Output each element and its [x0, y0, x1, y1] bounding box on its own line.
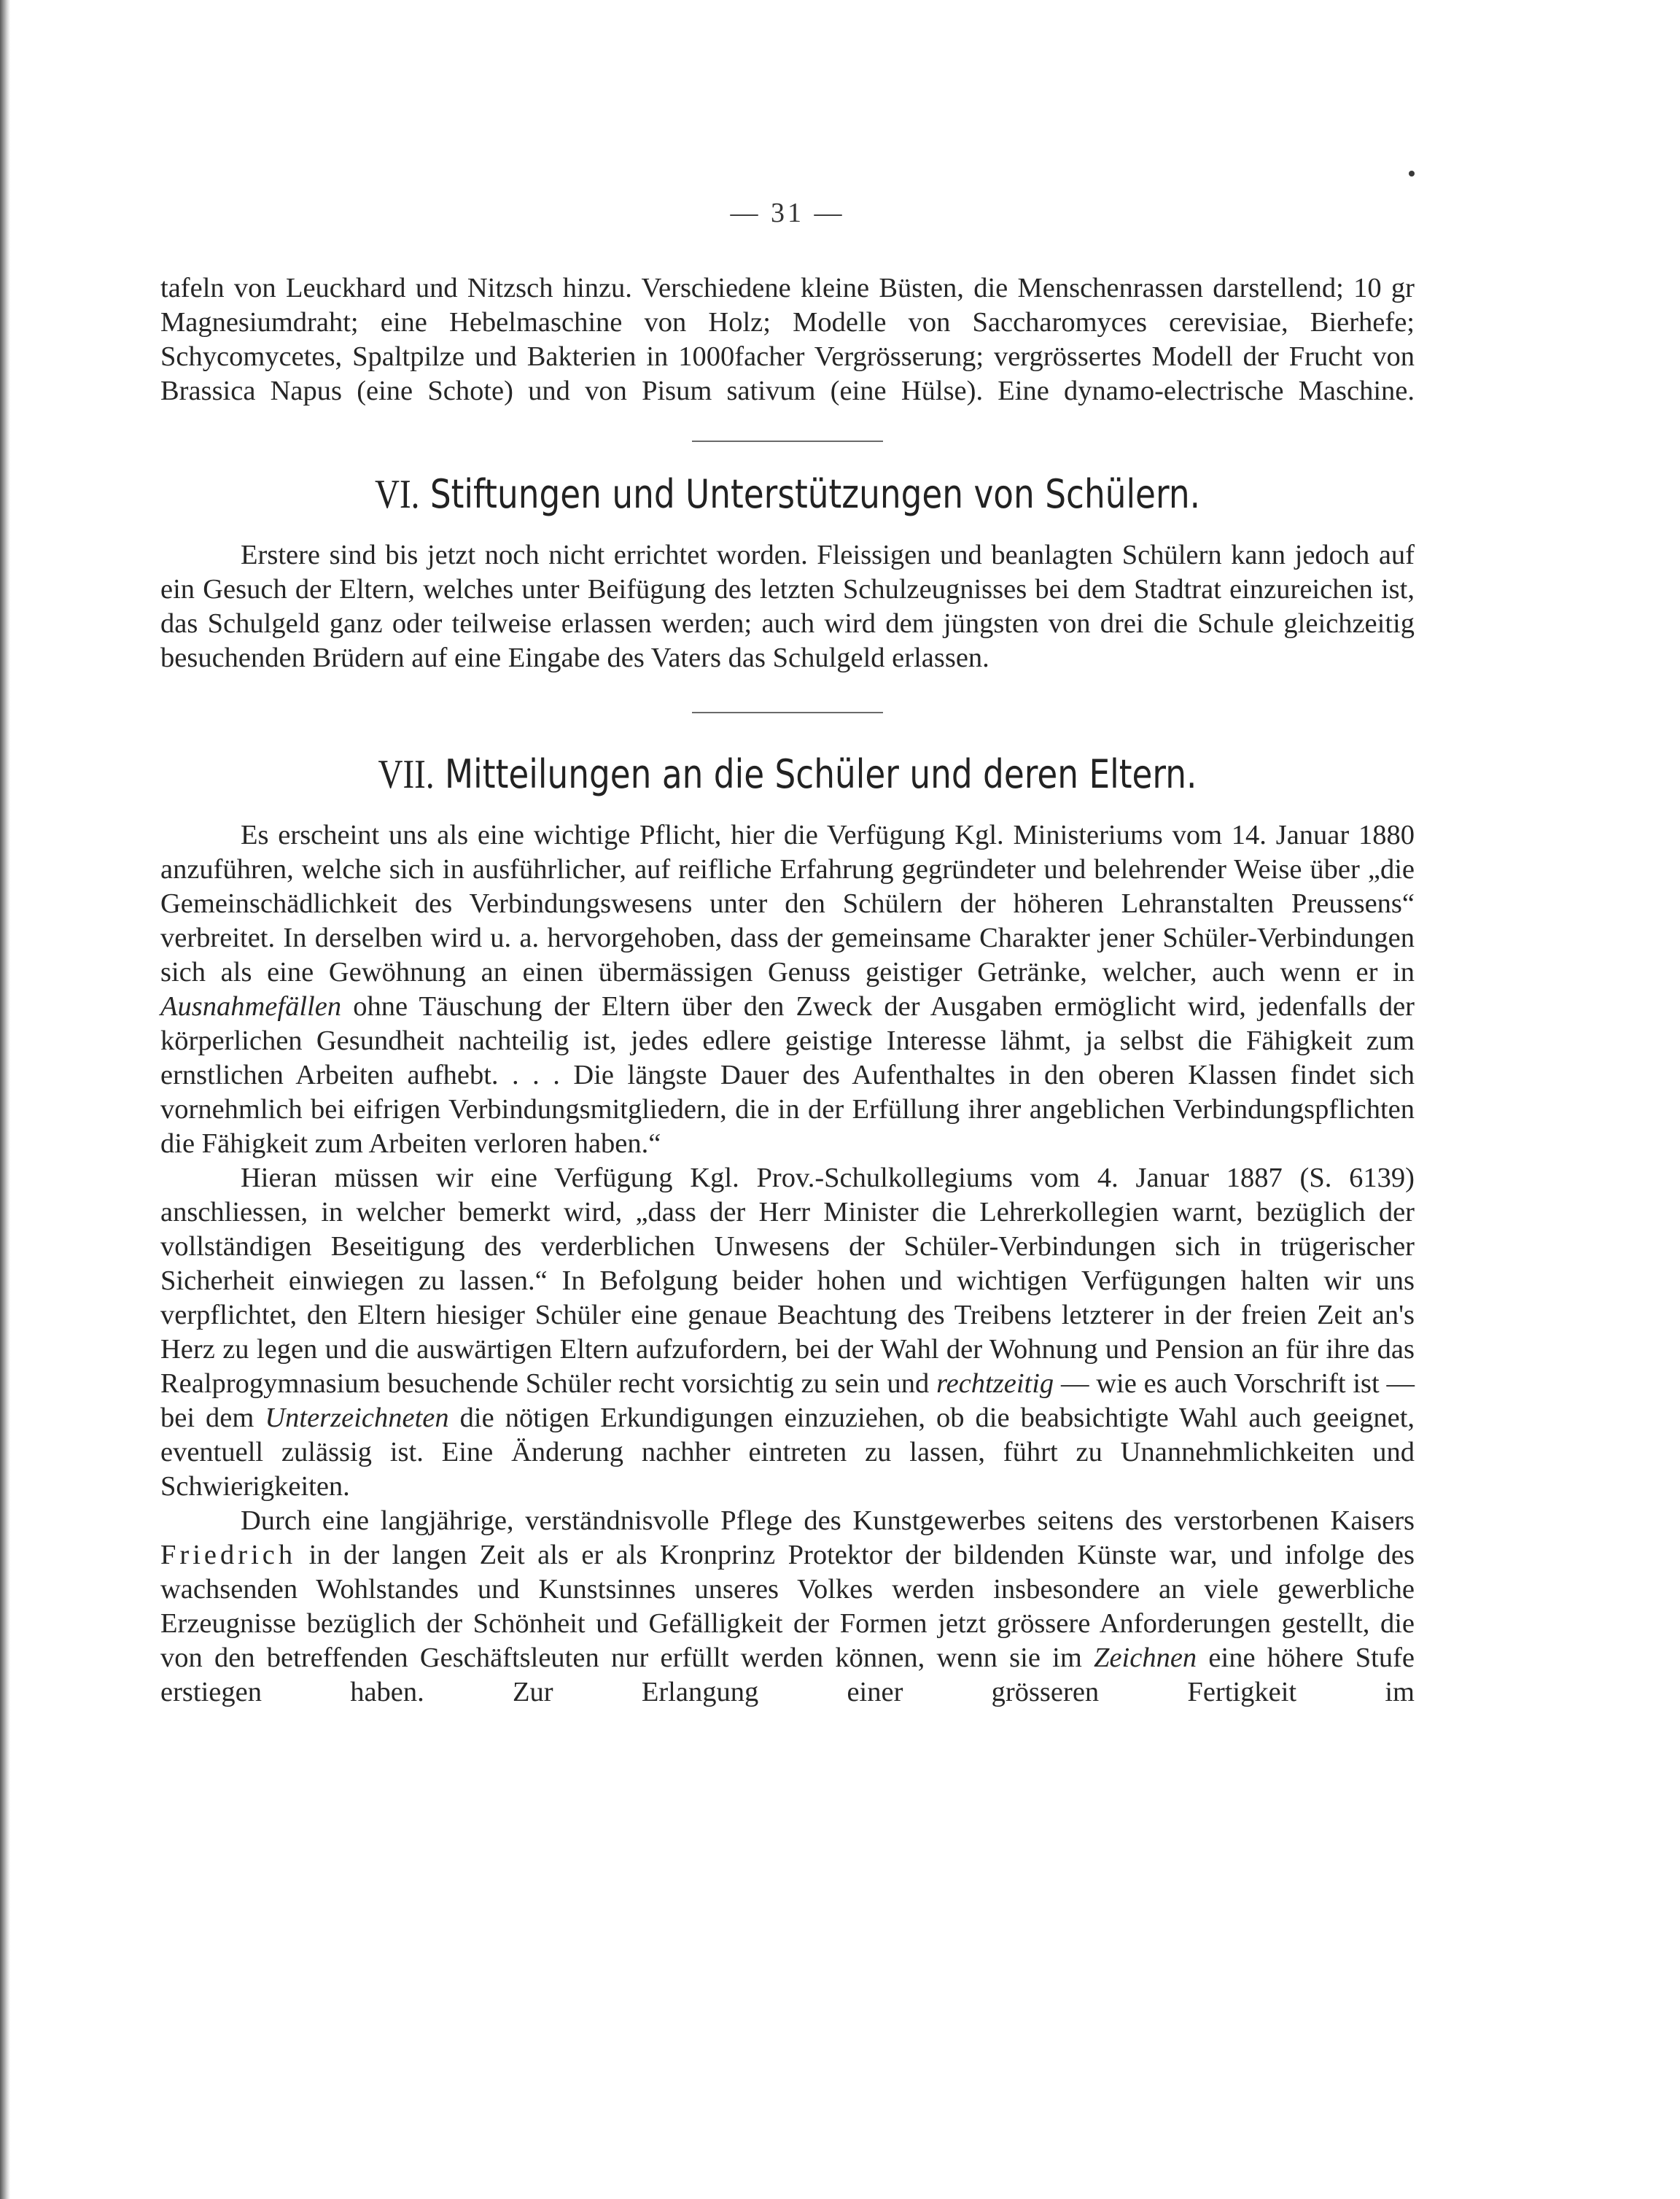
section-divider-1 [692, 441, 883, 442]
paragraph-text: Durch eine langjährige, verständnisvolle Pflege des Kunstgewerbes seitens des verstorbenen Kaisers [241, 1505, 1415, 1536]
section-7-paragraph-3 [160, 1504, 1415, 1710]
section-7-title: Mitteilungen an die Schüler und deren Eltern. [445, 751, 1197, 797]
section-7-paragraph-2 [160, 1161, 1415, 1504]
italic-emphasis: rechtzeitig [936, 1368, 1054, 1399]
paragraph-text: Hieran müssen wir eine Verfügung Kgl. Prov.-Schulkollegiums vom 4. Januar 1887 (S. 6139) anschliessen, in welcher bemerkt wird, „dass der Herr Minister die Lehrerkollegien warnt, bezüglich der vollständigen Beseitigung des verderblichen Unwesens der Schüler-Verbindungen sich in trügerischer Sicherheit einwiegen zu lassen.“ In Befolgung beider hohen und wichtigen Verfügungen halten wir uns verpflichtet, den Eltern hiesiger Schüler eine genaue Beachtung des Treibens letzterer in der freien Zeit an's Herz zu legen und die auswärtigen Eltern aufzufordern, bei der Wahl der Wohnung und Pension an für ihre das Realprogymnasium besuchende Schüler recht vorsichtig zu sein und [160, 1163, 1415, 1399]
intro-paragraph: tafeln von Leuckhard und Nitzsch hinzu. Verschiedene kleine Büsten, die Menschenrassen darstellend; 10 gr Magnesiumdraht; eine Hebelmaschine von Holz; Modelle von Saccharomyces cerevisiae, Bierhefe; Schycomycetes, Spaltpilze und Bakterien in 1000facher Vergrösserung; vergrössertes Modell der Frucht von Brassica Napus (eine Schote) und von Pisum sativum (eine Hülse). Eine dynamo-electrische Maschine. [160, 273, 1415, 406]
page-number: — 31 — [730, 198, 845, 228]
section-6-title: Stiftungen und Unterstützungen von Schülern. [429, 471, 1200, 517]
italic-emphasis: Ausnahmefällen [160, 991, 342, 1022]
section-divider-2 [692, 712, 883, 713]
paragraph-text: eine höhere Stufe erstiegen haben. Zur Erlangung einer grösseren Fertigkeit im [160, 1643, 1415, 1707]
section-7-numeral: VII. [378, 752, 435, 797]
document-page [160, 197, 1415, 1710]
italic-emphasis: Unterzeichneten [265, 1403, 449, 1433]
scan-edge-shadow [0, 0, 10, 2199]
paragraph-text: ohne Täuschung der Eltern über den Zweck der Ausgaben ermöglicht wird, jedenfalls der körperlichen Gesundheit nachteilig ist, jedes edlere geistige Interesse lähmt, ja selbst die Fähigkeit zum ernstlichen Arbeiten aufhebt. . . . Die längste Dauer des Aufenthaltes in den oberen Klassen findet sich vornehmlich bei eifrigen Verbindungsmitgliedern, die in der Erfüllung ihrer angeblichen Verbindungspflichten die Fähigkeit zum Arbeiten verloren haben.“ [160, 991, 1415, 1159]
section-6-numeral: VI. [375, 472, 420, 517]
paragraph-text: in der langen Zeit als er als Kronprinz Protektor der bildenden Künste war, und infolge des wachsenden Wohlstandes und Kunstsinnes unseres Volkes werden insbesondere an viele gewerbliche Erzeugnisse bezüglich der Schönheit und Gefälligkeit der Formen jetzt grössere Anforderungen gestellt, die von den betreffenden Geschäftsleuten nur erfüllt werden können, wenn sie im [160, 1540, 1415, 1673]
spaced-name: Friedrich [160, 1540, 297, 1570]
ink-speck [1409, 171, 1415, 177]
section-7-paragraph-1 [160, 818, 1415, 1161]
section-6-heading [261, 471, 1315, 518]
section-7-heading [261, 751, 1315, 798]
italic-emphasis: Zeichnen [1094, 1643, 1197, 1673]
section-6-paragraph: Erstere sind bis jetzt noch nicht errichtet worden. Fleissigen und beanlagten Schülern kann jedoch auf ein Gesuch der Eltern, welches unter Beifügung des letzten Schulzeugnisses bei dem Stadtrat einzureichen ist, das Schulgeld ganz oder teilweise erlassen werden; auch wird dem jüngsten von drei die Schule gleichzeitig besuchenden Brüdern auf eine Eingabe des Vaters das Schulgeld erlassen. [160, 540, 1415, 673]
paragraph-text: — wie es auch Vorschrift ist — bei dem [160, 1368, 1415, 1433]
paragraph-text: die nötigen Erkundigungen einzuziehen, ob die beabsichtigte Wahl auch geeignet, eventuell zulässig ist. Eine Änderung nachher eintreten zu lassen, führt zu Unannehmlichkeiten und Schwierigkeiten. [160, 1403, 1415, 1502]
paragraph-text: Es erscheint uns als eine wichtige Pflicht, hier die Verfügung Kgl. Ministeriums vom 14. Januar 1880 anzuführen, welche sich in ausführlicher, auf reifliche Erfahrung gegründeter und belehrender Weise über „die Gemeinschädlichkeit des Verbindungswesens unter den Schülern der höheren Lehranstalten Preussens“ verbreitet. In derselben wird u. a. hervorgehoben, dass der gemeinsame Charakter jener Schüler-Verbindungen sich als eine Gewöhnung an einen übermässigen Genuss geistiger Getränke, welcher, auch wenn er in [160, 820, 1415, 988]
